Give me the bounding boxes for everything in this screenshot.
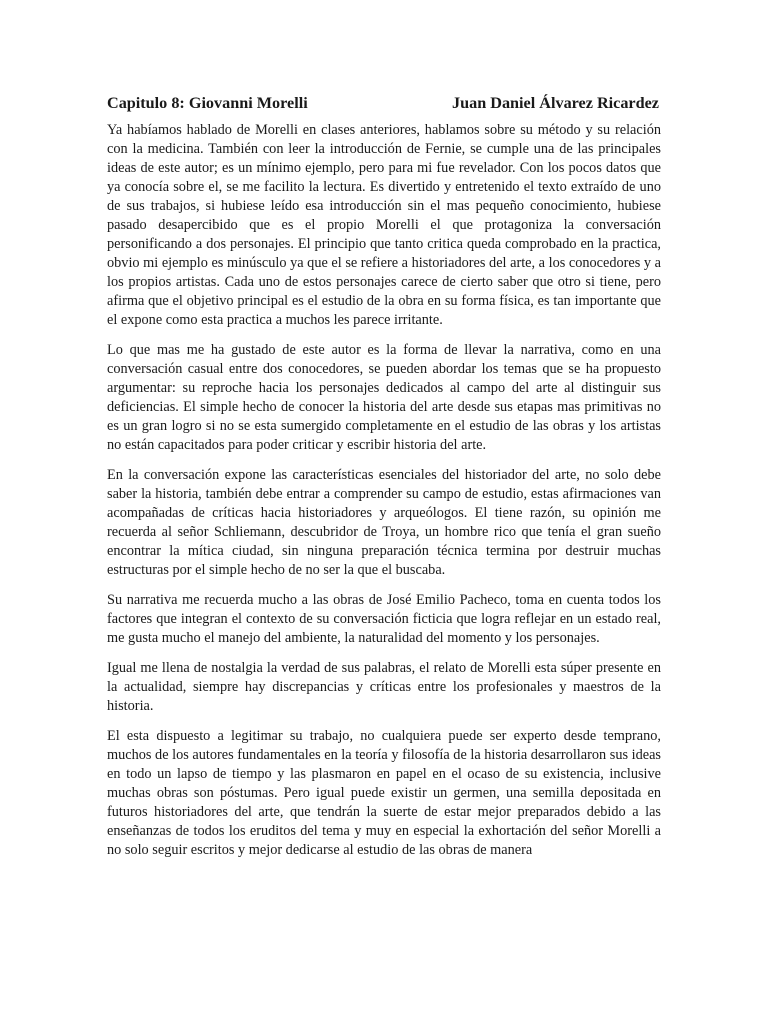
paragraph: Lo que mas me ha gustado de este autor es la forma de llevar la narrativa, como en una conversación casual entre dos conocedores, se pueden abordar los temas que se ha propuesto argumentar: su reproche hacia los personajes dedicados al campo del arte al distinguir sus deficiencias. El simple hecho de conocer la historia del arte desde sus etapas mas primitivas no es un gran logro si no se esta sumergido completamente en el estudio de las obras y los artistas no están capacitados para poder criticar y escribir historia del arte. [107,342,661,453]
paragraph: El esta dispuesto a legitimar su trabajo, no cualquiera puede ser experto desde temprano, muchos de los autores fundamentales en la teoría y filosofía de la historia desarrollaron sus ideas en todo un lapso de tiempo y las plasmaron en papel en el ocaso de su existencia, inclusive muchas obras son póstumas. Pero igual puede existir un germen, una semilla depositada en futuros historiadores del arte, que tendrán la suerte de estar mejor preparados debido a las enseñanzas de todos los eruditos del tema y muy en especial la exhortación del señor Morelli a no solo seguir escritos y mejor dedicarse al estudio de las obras de manera [107,728,661,858]
document-page [107,92,661,871]
author-name: Juan Daniel Álvarez Ricardez [452,94,659,112]
paragraph: Ya habíamos hablado de Morelli en clases anteriores, hablamos sobre su método y su relación con la medicina. También con leer la introducción de Fernie, se cumple una de las principales ideas de este autor; es un mínimo ejemplo, pero para mi fue revelador. Con los pocos datos que ya conocía sobre el, se me facilito la lectura. Es divertido y entretenido el texto extraído de uno de sus trabajos, si hubiese leído esa introducción sin el mas pequeño conocimiento, hubiese pasado desapercibido que es el propio Morelli el que protagoniza la conversación personificando a dos personajes. El principio que tanto critica queda comprobado en la practica, obvio mi ejemplo es minúsculo ya que el se refiere a historiadores del arte, a los conocedores y a los propios artistas. Cada uno de estos personajes carece de cierto saber que otro si tiene, pero afirma que el objetivo principal es el estudio de la obra en su forma física, es tan importante que el expone como esta practica a muchos les parece irritante. [107,122,661,328]
paragraph: Su narrativa me recuerda mucho a las obras de José Emilio Pacheco, toma en cuenta todos los factores que integran el contexto de su conversación ficticia que logra reflejar en un estado real, me gusta mucho el manejo del ambiente, la naturalidad del momento y los personajes. [107,592,661,646]
document-header [107,92,661,114]
paragraph: Igual me llena de nostalgia la verdad de sus palabras, el relato de Morelli esta súper presente en la actualidad, siempre hay discrepancias y críticas entre los profesionales y maestros de la historia. [107,660,661,714]
chapter-title: Capitulo 8: Giovanni Morelli [107,94,308,112]
paragraph: En la conversación expone las características esenciales del historiador del arte, no solo debe saber la historia, también debe entrar a comprender su campo de estudio, estas afirmaciones van acompañadas de críticas hacia historiadores y arqueólogos. El tiene razón, su opinión me recuerda al señor Schliemann, descubridor de Troya, un hombre rico que tenía el gran sueño encontrar la mítica ciudad, sin ninguna preparación técnica termina por destruir muchas estructuras por el simple hecho de no ser la que el buscaba. [107,467,661,578]
